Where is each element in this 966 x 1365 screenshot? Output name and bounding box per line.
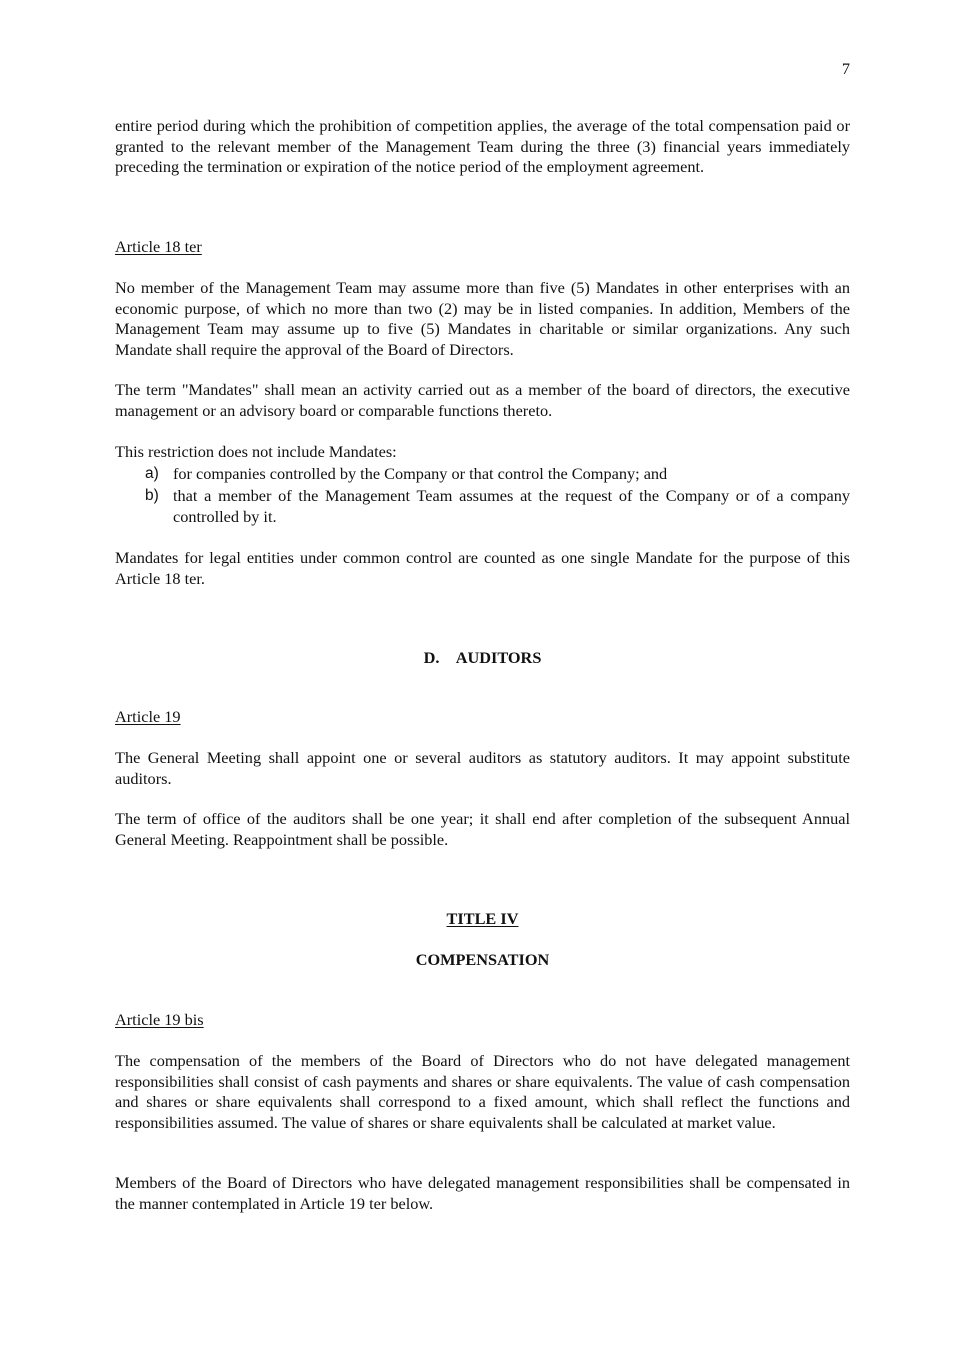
title-iv-heading [115, 909, 850, 930]
article-19bis-heading: Article 19 bis [115, 1010, 204, 1029]
intro-paragraph: entire period during which the prohibition of competition applies, the average of the total compensation paid or granted to the relevant member of the Management Team during the three (3) financial years immediately preceding the termination or expiration of the notice period of the employment agreement. [115, 116, 850, 176]
article-18ter-paragraph-2: The term "Mandates" shall mean an activity carried out as a member of the board of directors, the executive management or an advisory board or comparable functions thereto. [115, 380, 850, 420]
list-item-text: that a member of the Management Team assumes at the request of the Company or of a company controlled by it. [173, 486, 850, 526]
article-18ter-paragraph-3: This restriction does not include Mandates: [115, 442, 397, 461]
article-19bis-paragraph-2: Members of the Board of Directors who have delegated management responsibilities shall be compensated in the manner contemplated in Article 19 ter below. [115, 1173, 850, 1213]
article-19-paragraph-2: The term of office of the auditors shall be one year; it shall end after completion of the subsequent Annual General Meeting. Reappointment shall be possible. [115, 809, 850, 849]
page-number: 7 [841, 59, 850, 78]
article-19-heading: Article 19 [115, 707, 181, 726]
compensation-heading: COMPENSATION [415, 950, 550, 969]
article-18ter-heading: Article 18 ter [115, 237, 202, 256]
list-marker: b) [145, 487, 159, 504]
article-18ter-paragraph-4: Mandates for legal entities under common control are counted as one single Mandate for the purpose of this Article 18 ter. [115, 548, 850, 588]
article-18ter-paragraph-1: No member of the Management Team may assume more than five (5) Mandates in other enterprises with an economic purpose, of which no more than two (2) may be in listed companies. In addition, Members of the Management Team may assume up to five (5) Mandates in charitable or similar organizations. Any such Mandate shall require the approval of the Board of Directors. [115, 278, 850, 359]
list-marker: a) [145, 465, 159, 482]
section-d-heading: D. AUDITORS [423, 648, 542, 667]
article-19-paragraph-1: The General Meeting shall appoint one or several auditors as statutory auditors. It may appoint substitute auditors. [115, 748, 850, 788]
title-iv-text: TITLE IV [446, 909, 519, 928]
list-item-text: for companies controlled by the Company or that control the Company; and [173, 464, 668, 483]
article-19bis-paragraph-1: The compensation of the members of the Board of Directors who do not have delegated management responsibilities shall consist of cash payments and shares or share equivalents. The value of cash compensation and shares or share equivalents shall correspond to a fixed amount, which shall reflect the functions and responsibilities assumed. The value of shares or share equivalents shall be calculated at market value. [115, 1051, 850, 1132]
